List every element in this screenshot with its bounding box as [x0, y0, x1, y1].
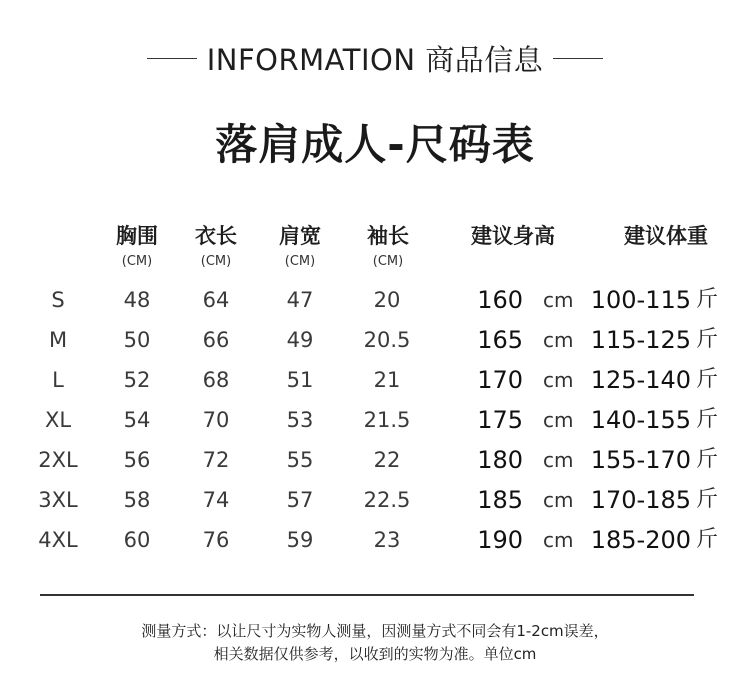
cell-weight-unit: 斤	[696, 447, 719, 472]
info-header	[0, 38, 750, 78]
cell-height-unit: cm	[543, 408, 574, 432]
cell-weight: 155-170	[590, 446, 691, 474]
cell-height: 185	[477, 486, 523, 514]
cell-chest: 58	[123, 488, 151, 512]
col-header-weight	[624, 220, 708, 250]
cell-chest: 52	[123, 368, 151, 392]
cell-weight: 185-200	[590, 526, 691, 554]
cell-sleeve: 21.5	[363, 408, 411, 432]
table-row	[0, 320, 750, 360]
cell-height-unit: cm	[543, 328, 574, 352]
cell-sleeve: 23	[373, 528, 401, 552]
note-line-1: 测量方式：以让尺寸为实物人测量，因测量方式不同会有1-2cm误差，	[141, 622, 609, 640]
cell-height: 175	[477, 406, 523, 434]
col-header-unit: (CM)	[284, 254, 316, 269]
cell-size: M	[48, 328, 68, 352]
cell-weight-unit: 斤	[696, 407, 719, 432]
cell-height: 165	[477, 326, 523, 354]
cell-length: 72	[202, 448, 230, 472]
header-line-left	[147, 58, 197, 59]
cell-size: XL	[44, 408, 72, 432]
col-header-label: 胸围	[116, 224, 158, 248]
page-title: 落肩成人-尺码表	[215, 120, 535, 169]
cell-shoulder: 51	[286, 368, 314, 392]
cell-size: 3XL	[38, 488, 78, 512]
cell-chest: 54	[123, 408, 151, 432]
cell-chest: 50	[123, 328, 151, 352]
cell-height-unit: cm	[543, 448, 574, 472]
col-header-label: 建议身高	[471, 224, 555, 248]
cell-height-unit: cm	[543, 488, 574, 512]
col-header-unit: (CM)	[121, 254, 153, 269]
cell-length: 76	[202, 528, 230, 552]
table-row	[0, 360, 750, 400]
table-row	[0, 400, 750, 440]
cell-shoulder: 57	[286, 488, 314, 512]
cell-shoulder: 59	[286, 528, 314, 552]
col-header-chest	[116, 220, 158, 269]
col-header-label: 建议体重	[624, 224, 708, 248]
note-line-2: 相关数据仅供参考，以收到的实物为准。单位cm	[213, 645, 537, 663]
col-header-unit: (CM)	[372, 254, 404, 269]
cell-weight-unit: 斤	[696, 527, 719, 552]
cell-shoulder: 49	[286, 328, 314, 352]
cell-length: 68	[202, 368, 230, 392]
cell-shoulder: 55	[286, 448, 314, 472]
cell-size: 2XL	[38, 448, 78, 472]
cell-length: 64	[202, 288, 230, 312]
cell-shoulder: 47	[286, 288, 314, 312]
cell-size: 4XL	[38, 528, 78, 552]
cell-size: L	[52, 368, 64, 392]
col-header-shoulder	[279, 220, 321, 269]
cell-length: 74	[202, 488, 230, 512]
cell-chest: 48	[123, 288, 151, 312]
col-header-label: 肩宽	[279, 224, 321, 248]
cell-weight-unit: 斤	[696, 287, 719, 312]
table-row	[0, 480, 750, 520]
col-header-label: 衣长	[195, 224, 237, 248]
cell-weight: 100-115	[590, 286, 691, 314]
table-row	[0, 280, 750, 320]
cell-height-unit: cm	[543, 528, 574, 552]
cell-sleeve: 22	[373, 448, 401, 472]
cell-weight: 140-155	[590, 406, 691, 434]
cell-height: 160	[477, 286, 523, 314]
table-row	[0, 440, 750, 480]
cell-weight-unit: 斤	[696, 367, 719, 392]
table-row	[0, 520, 750, 560]
cell-height: 170	[477, 366, 523, 394]
cell-height: 190	[477, 526, 523, 554]
cell-sleeve: 20.5	[363, 328, 411, 352]
cell-length: 66	[202, 328, 230, 352]
cell-height-unit: cm	[543, 288, 574, 312]
cell-weight-unit: 斤	[696, 327, 719, 352]
cell-sleeve: 20	[373, 288, 401, 312]
cell-shoulder: 53	[286, 408, 314, 432]
cell-weight: 115-125	[590, 326, 691, 354]
cell-chest: 56	[123, 448, 151, 472]
col-header-sleeve	[367, 220, 409, 269]
cell-weight: 125-140	[590, 366, 691, 394]
cell-weight: 170-185	[590, 486, 691, 514]
cell-length: 70	[202, 408, 230, 432]
cell-size: S	[51, 288, 65, 312]
cell-chest: 60	[123, 528, 151, 552]
cell-weight-unit: 斤	[696, 487, 719, 512]
cell-sleeve: 22.5	[363, 488, 411, 512]
header-text: INFORMATION 商品信息	[206, 42, 544, 77]
col-header-unit: (CM)	[200, 254, 232, 269]
col-header-label: 袖长	[367, 224, 409, 248]
cell-height: 180	[477, 446, 523, 474]
col-header-height	[471, 220, 555, 250]
header-line-right	[553, 58, 603, 59]
divider	[40, 594, 694, 596]
col-header-length	[195, 220, 237, 269]
cell-height-unit: cm	[543, 368, 574, 392]
cell-sleeve: 21	[373, 368, 401, 392]
